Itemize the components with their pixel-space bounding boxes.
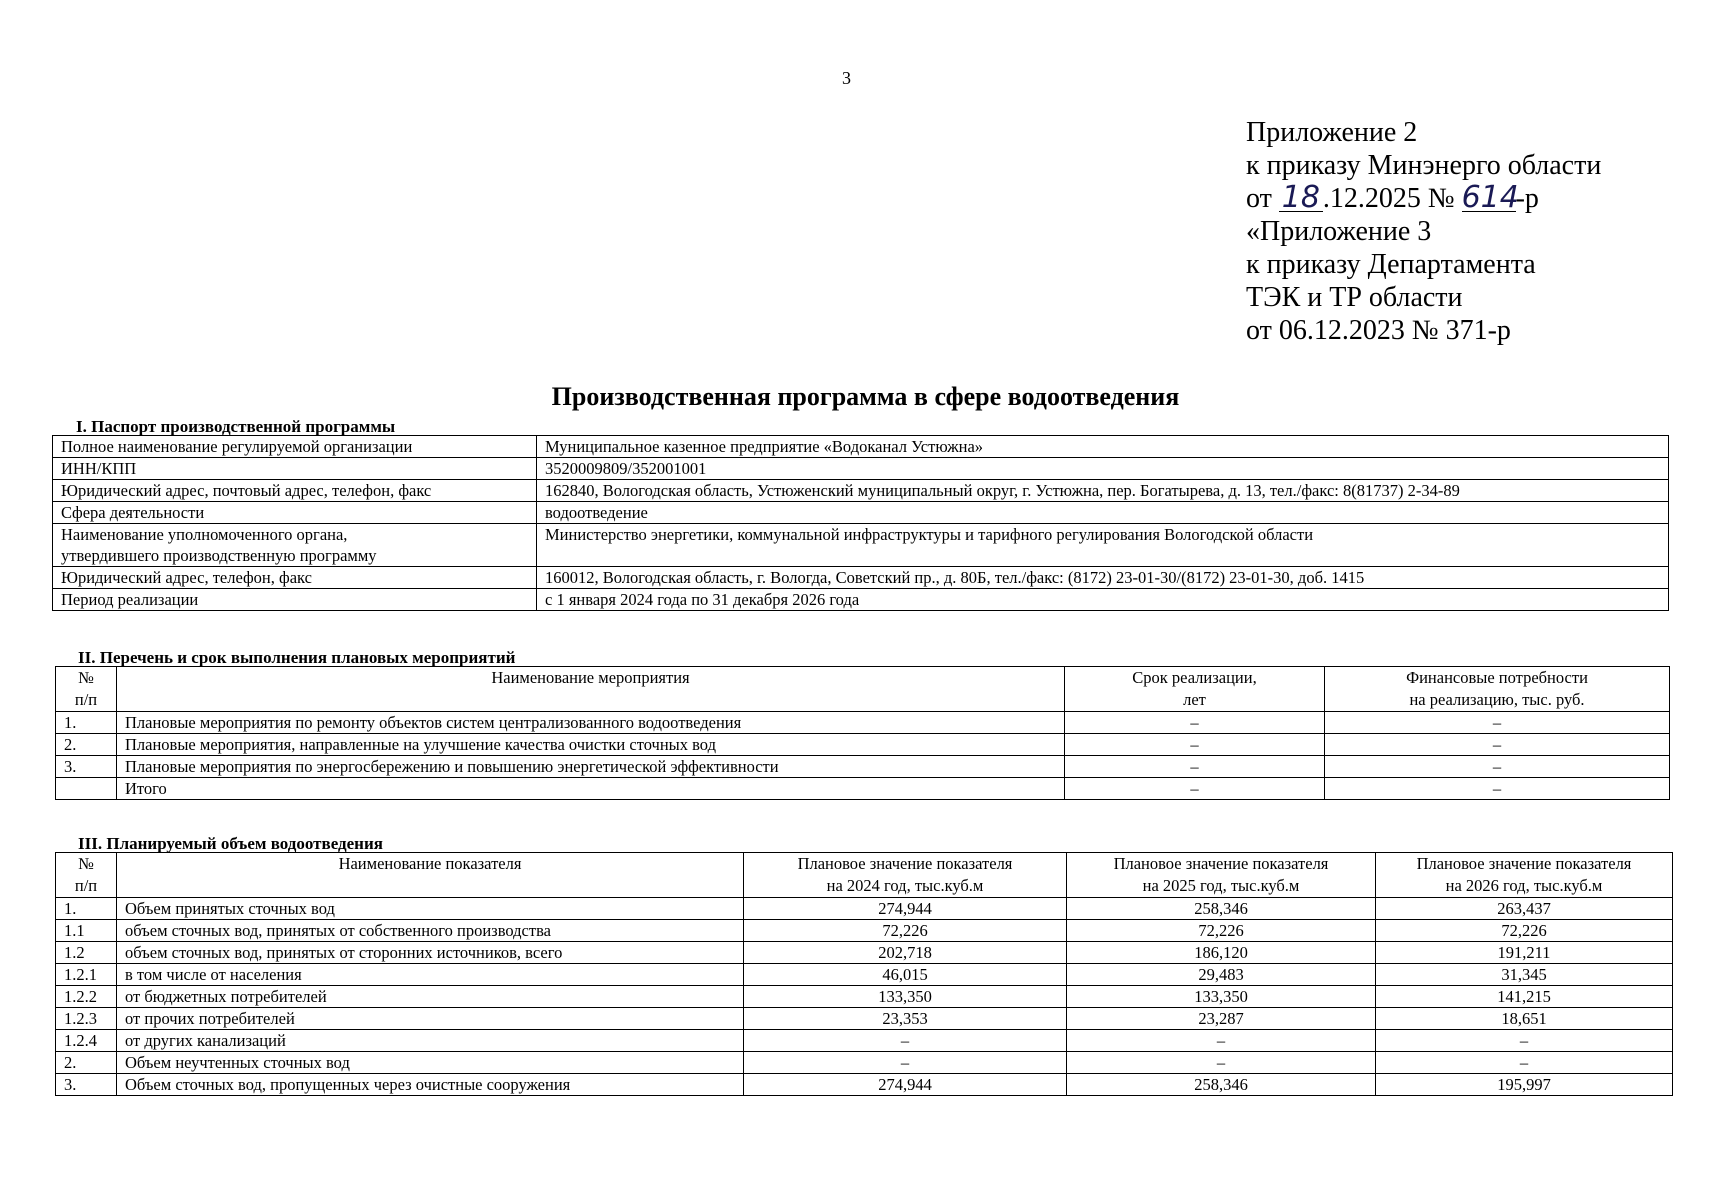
value-2026: 263,437 (1376, 898, 1673, 920)
table-row (56, 986, 1673, 1008)
value-2026: – (1376, 1052, 1673, 1074)
measure-name: Плановые мероприятия, направленные на улучшение качества очистки сточных вод (117, 734, 1065, 756)
column-header-name: Наименование мероприятия (117, 667, 1065, 712)
measure-name: Плановые мероприятия по энергосбережению и повышению энергетической эффективности (117, 756, 1065, 778)
appendix-line: от 06.12.2023 № 371-р (1246, 315, 1511, 346)
page-number: 3 (842, 68, 851, 88)
section-3-title: III. Планируемый объем водоотведения (78, 834, 383, 853)
measure-name: Итого (117, 778, 1065, 800)
passport-label-line: утвердившего производственную программу (61, 546, 377, 565)
measure-term: – (1065, 734, 1325, 756)
row-number: 3. (56, 1074, 117, 1096)
passport-label: ИНН/КПП (53, 458, 537, 480)
value-2024: 46,015 (744, 964, 1067, 986)
header-line: № (78, 854, 94, 873)
handwritten-order-number: 614 (1461, 180, 1519, 215)
header-line: Срок реализации, (1132, 668, 1257, 687)
measure-finance: – (1325, 778, 1670, 800)
passport-table (52, 435, 1669, 611)
indicator-name: в том числе от населения (117, 964, 744, 986)
measure-term: – (1065, 756, 1325, 778)
column-header-2024 (744, 853, 1067, 898)
section-2-title: II. Перечень и срок выполнения плановых мероприятий (78, 648, 516, 667)
appendix-line: ТЭК и ТР области (1246, 282, 1463, 313)
row-number: 1. (56, 898, 117, 920)
table-row (56, 898, 1673, 920)
table-row (56, 734, 1670, 756)
indicator-name: от бюджетных потребителей (117, 986, 744, 1008)
value-2026: 72,226 (1376, 920, 1673, 942)
column-header-finance (1325, 667, 1670, 712)
header-line: Плановое значение показателя (797, 854, 1013, 873)
column-header-name: Наименование показателя (117, 853, 744, 898)
value-2024: 72,226 (744, 920, 1067, 942)
table-row (56, 942, 1673, 964)
appendix-date-text: .12.2025 № (1322, 183, 1455, 214)
passport-label (53, 524, 537, 567)
row-number: 1.2.3 (56, 1008, 117, 1030)
appendix-block (1246, 116, 1601, 347)
header-line: п/п (74, 876, 98, 895)
value-2025: 133,350 (1067, 986, 1376, 1008)
passport-value: 160012, Вологодская область, г. Вологда, Советский пр., д. 80Б, тел./факс: (8172) 23-01-30/(8172) 23-01-30, доб. 1415 (537, 567, 1669, 589)
appendix-line: Приложение 2 (1246, 117, 1418, 148)
appendix-line: к приказу Департамента (1246, 249, 1536, 280)
row-number: 2. (56, 734, 117, 756)
column-header-2026 (1376, 853, 1673, 898)
row-number: 1.2 (56, 942, 117, 964)
table-row (53, 524, 1669, 567)
table-row (56, 920, 1673, 942)
value-2025: 186,120 (1067, 942, 1376, 964)
row-number: 1. (56, 712, 117, 734)
header-line: на 2025 год, тыс.куб.м (1142, 876, 1300, 895)
value-2024: – (744, 1052, 1067, 1074)
header-line: на 2024 год, тыс.куб.м (826, 876, 984, 895)
value-2025: 29,483 (1067, 964, 1376, 986)
document-title: Производственная программа в сфере водоотведения (551, 382, 1180, 411)
appendix-line: «Приложение 3 (1246, 216, 1432, 247)
passport-label: Период реализации (53, 589, 537, 611)
appendix-line: к приказу Минэнерго области (1246, 150, 1602, 181)
value-2024: – (744, 1030, 1067, 1052)
row-number: 2. (56, 1052, 117, 1074)
value-2024: 274,944 (744, 1074, 1067, 1096)
passport-value: 162840, Вологодская область, Устюженский муниципальный округ, г. Устюжна, пер. Богатырева, д. 13, тел./факс: 8(81737) 2-34-89 (537, 480, 1669, 502)
measure-finance: – (1325, 712, 1670, 734)
passport-value: водоотведение (537, 502, 1669, 524)
header-line: лет (1183, 690, 1206, 709)
measure-term: – (1065, 778, 1325, 800)
handwritten-day: 18 (1279, 185, 1323, 212)
value-2026: – (1376, 1030, 1673, 1052)
measure-term: – (1065, 712, 1325, 734)
value-2025: – (1067, 1052, 1376, 1074)
table-header-row (56, 667, 1670, 712)
passport-label: Сфера деятельности (53, 502, 537, 524)
indicator-name: Объем неучтенных сточных вод (117, 1052, 744, 1074)
table-row (53, 567, 1669, 589)
table-row (56, 1052, 1673, 1074)
measure-finance: – (1325, 756, 1670, 778)
value-2026: 141,215 (1376, 986, 1673, 1008)
value-2024: 202,718 (744, 942, 1067, 964)
table-row (56, 756, 1670, 778)
value-2024: 133,350 (744, 986, 1067, 1008)
row-number: 1.1 (56, 920, 117, 942)
appendix-from-label: от (1246, 183, 1272, 214)
indicator-name: объем сточных вод, принятых от собственного производства (117, 920, 744, 942)
header-line: Плановое значение показателя (1113, 854, 1329, 873)
header-line: Плановое значение показателя (1416, 854, 1632, 873)
passport-label-line: Наименование уполномоченного органа, (61, 525, 348, 544)
indicator-name: от других канализаций (117, 1030, 744, 1052)
value-2025: – (1067, 1030, 1376, 1052)
row-number (56, 778, 117, 800)
table-row (53, 480, 1669, 502)
header-line: № (78, 668, 94, 687)
passport-label: Полное наименование регулируемой организации (53, 436, 537, 458)
indicator-name: объем сточных вод, принятых от сторонних источников, всего (117, 942, 744, 964)
column-header-num (56, 853, 117, 898)
value-2025: 72,226 (1067, 920, 1376, 942)
table-row (56, 712, 1670, 734)
row-number: 3. (56, 756, 117, 778)
value-2026: 31,345 (1376, 964, 1673, 986)
appendix-suffix: -р (1515, 183, 1539, 214)
indicator-name: от прочих потребителей (117, 1008, 744, 1030)
value-2025: 258,346 (1067, 898, 1376, 920)
indicator-name: Объем принятых сточных вод (117, 898, 744, 920)
value-2025: 23,287 (1067, 1008, 1376, 1030)
table-row-total (56, 778, 1670, 800)
header-line: п/п (74, 690, 98, 709)
table-row (56, 1008, 1673, 1030)
value-2026: 195,997 (1376, 1074, 1673, 1096)
table-row (53, 589, 1669, 611)
row-number: 1.2.2 (56, 986, 117, 1008)
table-row (53, 458, 1669, 480)
indicator-name: Объем сточных вод, пропущенных через очистные сооружения (117, 1074, 744, 1096)
appendix-order-date-line (1246, 182, 1601, 215)
header-line: на 2026 год, тыс.куб.м (1445, 876, 1603, 895)
measures-table (55, 666, 1670, 800)
value-2024: 274,944 (744, 898, 1067, 920)
value-2024: 23,353 (744, 1008, 1067, 1030)
value-2025: 258,346 (1067, 1074, 1376, 1096)
passport-label: Юридический адрес, почтовый адрес, телефон, факс (53, 480, 537, 502)
value-2026: 191,211 (1376, 942, 1673, 964)
passport-value: с 1 января 2024 года по 31 декабря 2026 года (537, 589, 1669, 611)
column-header-2025 (1067, 853, 1376, 898)
passport-value: Министерство энергетики, коммунальной инфраструктуры и тарифного регулирования Вологодской области (537, 524, 1669, 567)
measure-finance: – (1325, 734, 1670, 756)
table-row (53, 502, 1669, 524)
table-row (56, 964, 1673, 986)
value-2026: 18,651 (1376, 1008, 1673, 1030)
volume-table (55, 852, 1673, 1096)
header-line: на реализацию, тыс. руб. (1409, 690, 1585, 709)
column-header-term (1065, 667, 1325, 712)
table-row (53, 436, 1669, 458)
table-header-row (56, 853, 1673, 898)
passport-value: Муниципальное казенное предприятие «Водоканал Устюжна» (537, 436, 1669, 458)
section-1-title: I. Паспорт производственной программы (76, 417, 396, 436)
row-number: 1.2.4 (56, 1030, 117, 1052)
passport-value: 3520009809/352001001 (537, 458, 1669, 480)
table-row (56, 1074, 1673, 1096)
passport-label: Юридический адрес, телефон, факс (53, 567, 537, 589)
table-row (56, 1030, 1673, 1052)
column-header-num (56, 667, 117, 712)
row-number: 1.2.1 (56, 964, 117, 986)
measure-name: Плановые мероприятия по ремонту объектов систем централизованного водоотведения (117, 712, 1065, 734)
header-line: Финансовые потребности (1406, 668, 1588, 687)
